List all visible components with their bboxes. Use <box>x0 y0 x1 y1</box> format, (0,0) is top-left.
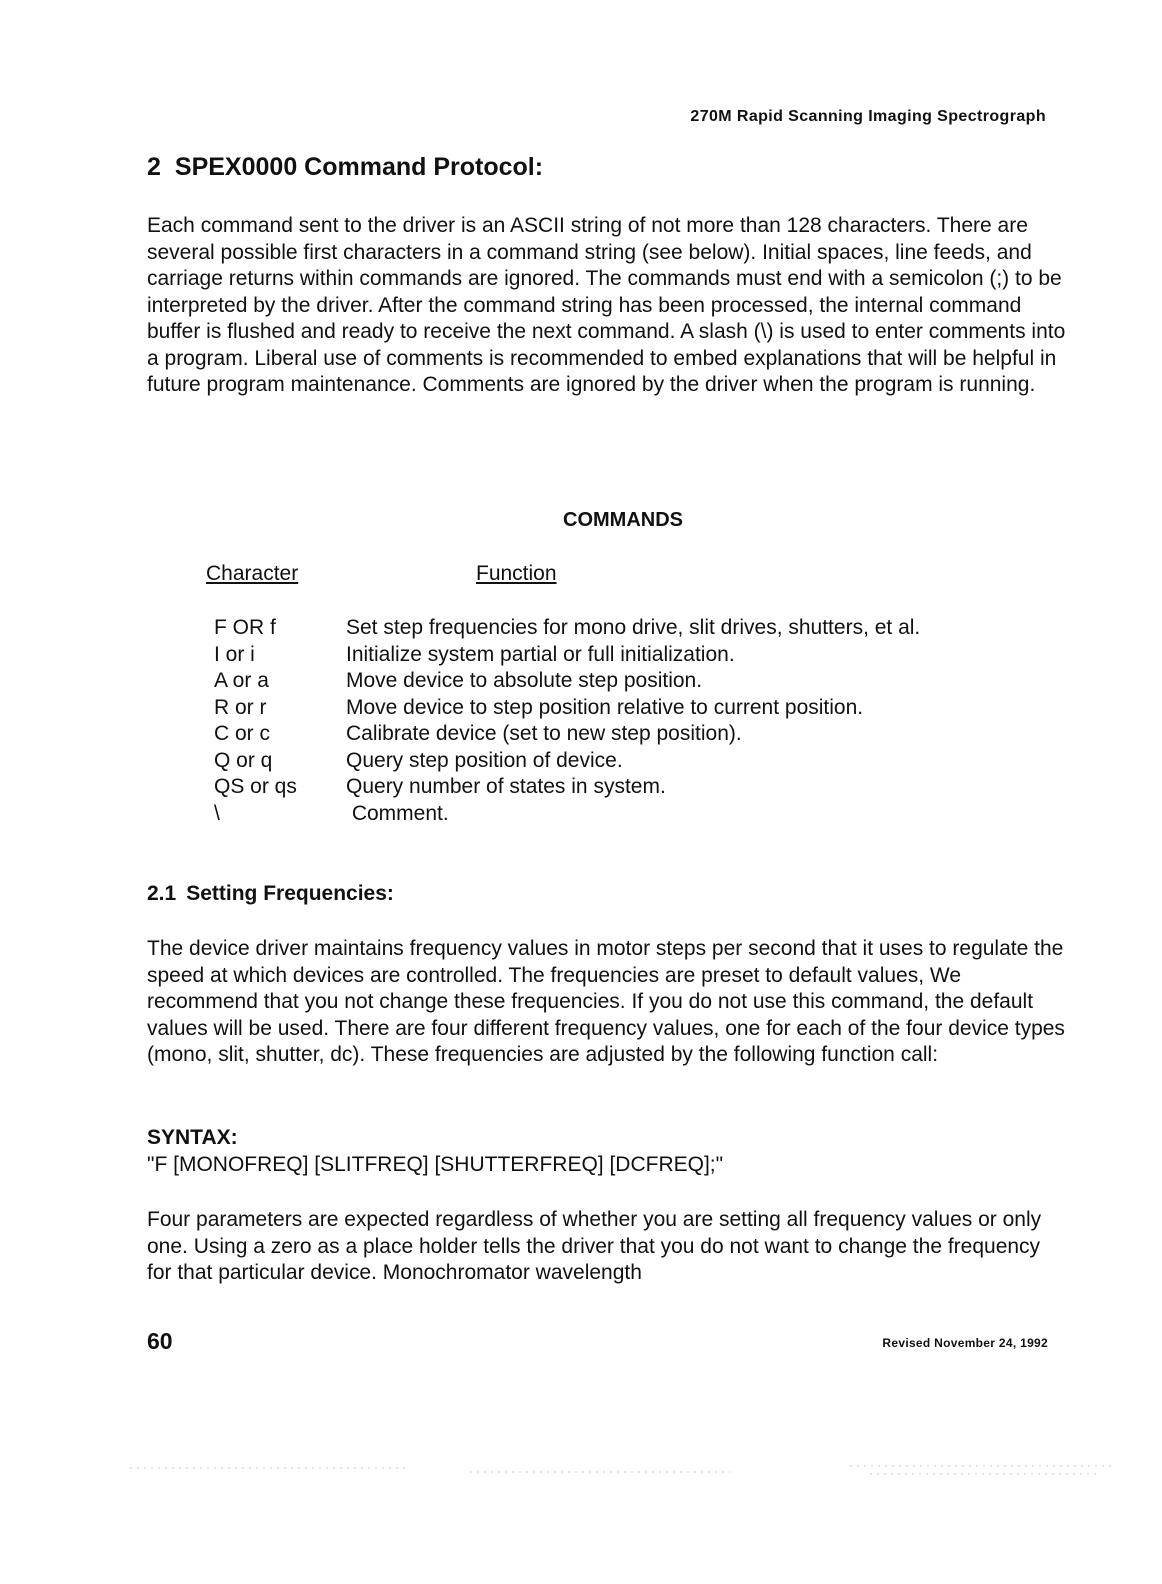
intro-paragraph: Each command sent to the driver is an ASCII string of not more than 128 characters. There are several possible first characters in a command string (see below). Initial spaces, line feeds, and carriage returns within commands are ignored. The commands must end with a semicolon (;) to be interpreted by the driver. After the command string has been processed, the internal command buffer is flushed and ready to receive the next command. A slash (\) is used to enter comments into a program. Liberal use of comments is recommended to embed explanations that will be helpful in future program maintenance. Comments are ignored by the driver when the program is running. <box>147 214 1066 396</box>
command-function: Move device to absolute step position. <box>346 669 703 692</box>
command-character: Q or q <box>214 748 273 772</box>
section-title: SPEX0000 Command Protocol: <box>174 153 544 181</box>
page-number: 60 <box>147 1328 173 1354</box>
command-row-i <box>214 642 920 669</box>
running-header-title: 270M Rapid Scanning Imaging Spectrograph <box>690 108 1046 125</box>
command-function: Calibrate device (set to new step position). <box>346 722 742 745</box>
commands-title: COMMANDS <box>563 509 683 531</box>
commands-table <box>214 615 920 827</box>
revision-date: Revised November 24, 1992 <box>882 1336 1048 1350</box>
scan-noise-decoration <box>110 1462 1120 1482</box>
command-function: Query number of states in system. <box>346 775 666 798</box>
command-character: R or r <box>214 695 267 719</box>
parameters-paragraph: Four parameters are expected regardless of whether you are setting all frequency values or only one. Using a zero as a place holder tells the driver that you do not want to change the frequency for that particular device. Monochromator wavelength <box>147 1208 1042 1284</box>
subsection-heading <box>147 882 394 906</box>
command-row-c <box>214 721 920 748</box>
command-character: A or a <box>214 669 269 692</box>
command-row-q <box>214 748 920 775</box>
command-function: Initialize system partial or full initialization. <box>346 642 735 666</box>
command-character: \ <box>214 801 220 825</box>
section-heading <box>147 153 543 182</box>
command-row-qs <box>214 774 920 801</box>
command-row-a <box>214 668 920 695</box>
command-character: QS or qs <box>214 775 297 798</box>
command-row-f <box>214 615 920 642</box>
command-row-r <box>214 695 920 722</box>
function-column-header: Function <box>476 562 557 585</box>
command-function: Query step position of device. <box>346 748 623 772</box>
syntax-code: "F [MONOFREQ] [SLITFREQ] [SHUTTERFREQ] [DCFREQ];" <box>147 1153 724 1176</box>
syntax-label: SYNTAX: <box>147 1126 238 1149</box>
command-character: F OR f <box>214 616 276 639</box>
frequencies-paragraph: The device driver maintains frequency values in motor steps per second that it uses to regulate the speed at which devices are controlled. The frequencies are preset to default values, We recommend that you not change these frequencies. If you do not use this command, the default values will be used. There are four different frequency values, one for each of the four device types (mono, slit, shutter, dc). These frequencies are adjusted by the following function call: <box>147 937 1065 1066</box>
character-column-header: Character <box>206 562 299 585</box>
command-function: Comment. <box>346 801 449 825</box>
subsection-title: Setting Frequencies: <box>186 882 394 905</box>
command-character: C or c <box>214 722 271 745</box>
command-function: Move device to step position relative to current position. <box>346 695 864 719</box>
section-number: 2 <box>147 153 161 181</box>
command-row-comment <box>214 801 920 828</box>
command-character: I or i <box>214 642 255 666</box>
subsection-number: 2.1 <box>147 882 177 905</box>
command-function: Set step frequencies for mono drive, slit drives, shutters, et al. <box>346 616 921 639</box>
